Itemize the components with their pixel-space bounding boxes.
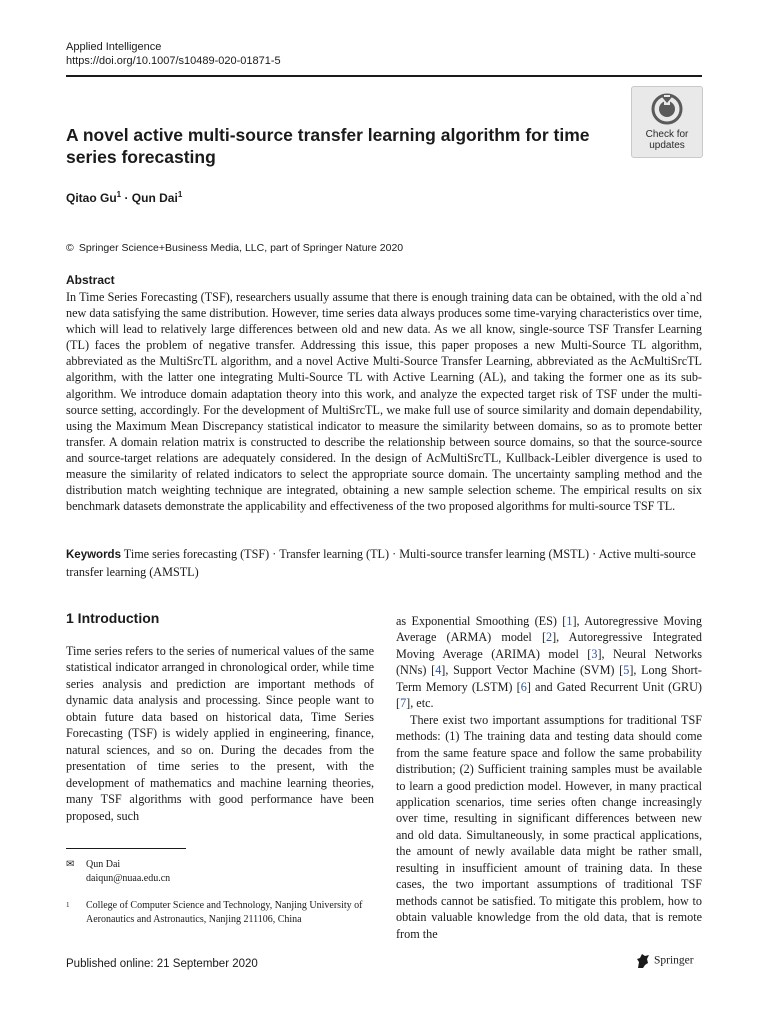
keyword-2: Transfer learning (TL) — [279, 547, 390, 561]
author-1[interactable]: Qitao Gu — [66, 191, 117, 205]
publisher-name: Springer — [654, 954, 694, 967]
keyword-4: Active multi-source transfer learning (AMSTL) — [66, 547, 696, 579]
badge-line1: Check for — [645, 129, 689, 140]
author-1-affil: 1 — [116, 190, 122, 199]
text-run: ] and Gated Recurrent Unit (GRU) [ — [396, 679, 702, 711]
citation-link[interactable]: 7 — [400, 696, 407, 711]
keyword-separator: · — [389, 547, 400, 561]
affiliation-number: 1 — [66, 901, 70, 909]
citation-link[interactable]: 6 — [520, 679, 527, 694]
publisher-logo — [636, 953, 694, 969]
keyword-separator: · — [269, 547, 280, 561]
author-2[interactable]: Qun Dai — [131, 191, 178, 205]
intro-paragraph-1: Time series refers to the series of numerical values of the same statistical indicator arranged in chronological order, while time series analysis and prediction are important methods of dynamic data analysis and processing. Since people want to obtain future data based on historical data, Time Series Forecasting (TSF) is widely applied in engineering, finance, natural sciences, and so on. During the decades from the presentation of time series to the present, with the development of mathematics and machine learning theories, many TSF algorithms with good performance have been proposed, such — [66, 644, 374, 823]
section-heading-introduction: 1 Introduction — [66, 610, 160, 626]
badge-line2: updates — [649, 140, 685, 151]
contact-name: Qun Dai — [86, 859, 121, 870]
abstract-text: In Time Series Forecasting (TSF), researchers usually assume that there is enough training data can be obtained, with the old a`nd new data satisfying the same distribution. However, time series data always produces some time-varying characteristics over time, which will lead to relatively large differences between old and new data. As we all know, single-source TSF Transfer Learning (TL) faces the problem of negative transfer. Addressing this issue, this paper proposes a new Multi-Source TL algorithm, abbreviated as the MultiSrcTL algorithm, and a novel Active Multi-Source Transfer Learning, abbreviated as the AcMultiSrcTL algorithm, with the latter one integrating Multi-Source TL with Active Learning (AL), and taking the former one as its sub-algorithm. We introduce domain adaptation theory into this work, and analyze the expected target risk of TSF under the multi-source setting, accordingly. For the development of MultiSrcTL, we make full use of source similarity and domain dependability, using the Maximum Mean Discrepancy statistical indicator to measure the similarity between domains, so as to promote better transfer. A domain relation matrix is constructed to describe the relationship between source domains, so that the source-source and source-target relations are adequately considered. In the design of AcMultiSrcTL, Kullback-Leibler divergence is used to measure the similarity of related indicators to select the appropriate source domain. The uncertainty sampling method and the distribution match weighting technique are integrated, obtaining a new sample selection scheme. The empirical results on six benchmark datasets demonstrate the applicability and effectiveness of the two proposed algorithms for multi-source TSF TL. — [66, 290, 702, 514]
journal-name: Applied Intelligence — [66, 41, 162, 53]
right-column — [396, 613, 702, 942]
article-title: A novel active multi-source transfer learning algorithm for time series forecasting — [66, 125, 590, 167]
footnote-rule — [66, 848, 186, 849]
author-separator: · — [121, 191, 132, 205]
abstract-heading: Abstract — [66, 273, 115, 287]
keyword-separator: · — [589, 547, 599, 561]
check-for-updates-badge[interactable] — [631, 86, 703, 158]
text-run: ], Long Short-Term Memory (LSTM) [ — [396, 663, 702, 694]
affiliation-footnote — [66, 899, 376, 926]
keywords — [66, 546, 706, 580]
citation-link[interactable]: 5 — [623, 663, 630, 678]
keyword-3: Multi-source transfer learning (MSTL) — [399, 547, 590, 561]
citation-link[interactable]: 2 — [546, 630, 553, 645]
copyright-text: Springer Science+Business Media, LLC, part of Springer Nature 2020 — [78, 242, 404, 254]
text-run: ], Support Vector Machine (SVM) [ — [441, 663, 624, 678]
header-rule — [66, 75, 702, 77]
text-run: as Exponential Smoothing (ES) [ — [396, 614, 567, 628]
text-run: ], Autoregressive Integrated Moving Average (ARIMA) model [ — [396, 630, 702, 661]
springer-horse-icon — [636, 953, 650, 969]
text-run: ], Neural Networks (NNs) [ — [396, 646, 703, 678]
corresponding-author-footnote — [66, 858, 170, 885]
intro-paragraph-2 — [396, 613, 702, 712]
doi-link[interactable]: https://doi.org/10.1007/s10489-020-01871-5 — [66, 55, 281, 67]
left-column — [66, 643, 374, 824]
check-updates-icon — [651, 93, 683, 125]
copyright-line — [66, 242, 403, 254]
contact-email[interactable]: daiqun@nuaa.edu.cn — [86, 872, 171, 884]
intro-paragraph-3: There exist two important assumptions for traditional TSF methods: (1) The training data and testing data should come from the same feature space and follow the same probability distribution; (2) Sufficient training samples must be available to learn a good prediction model. However, in many practical application scenarios, time series often change increasingly over time, resulting in significant differences between new and old data. Simultaneously, in some practical applications, the amount of newly available data might be rather small, resulting in insufficient amount of training data. In these cases, the two important assumptions of traditional TSF methods cannot be satisfied. To mitigate this problem, how to obtain valuable knowledge from the old data, that is remote from the — [396, 712, 702, 941]
published-date: Published online: 21 September 2020 — [66, 958, 258, 970]
copyright-icon: © — [66, 242, 74, 254]
author-list — [66, 190, 182, 205]
citation-link[interactable]: 1 — [566, 614, 573, 628]
journal-header — [66, 40, 281, 68]
citation-link[interactable]: 3 — [591, 646, 598, 661]
text-run: ], Autoregressive Moving Average (ARMA) model [ — [396, 614, 702, 645]
affiliation-text: College of Computer Science and Technology, Nanjing University of Aeronautics and Astronautics, Nanjing 211106, China — [86, 900, 363, 925]
envelope-icon: ✉ — [66, 859, 75, 870]
author-2-affil: 1 — [177, 190, 183, 199]
keyword-1: Time series forecasting (TSF) — [123, 547, 270, 561]
citation-link[interactable]: 4 — [435, 663, 442, 678]
keywords-label: Keywords — [66, 549, 121, 561]
text-run: ], etc. — [406, 696, 434, 711]
